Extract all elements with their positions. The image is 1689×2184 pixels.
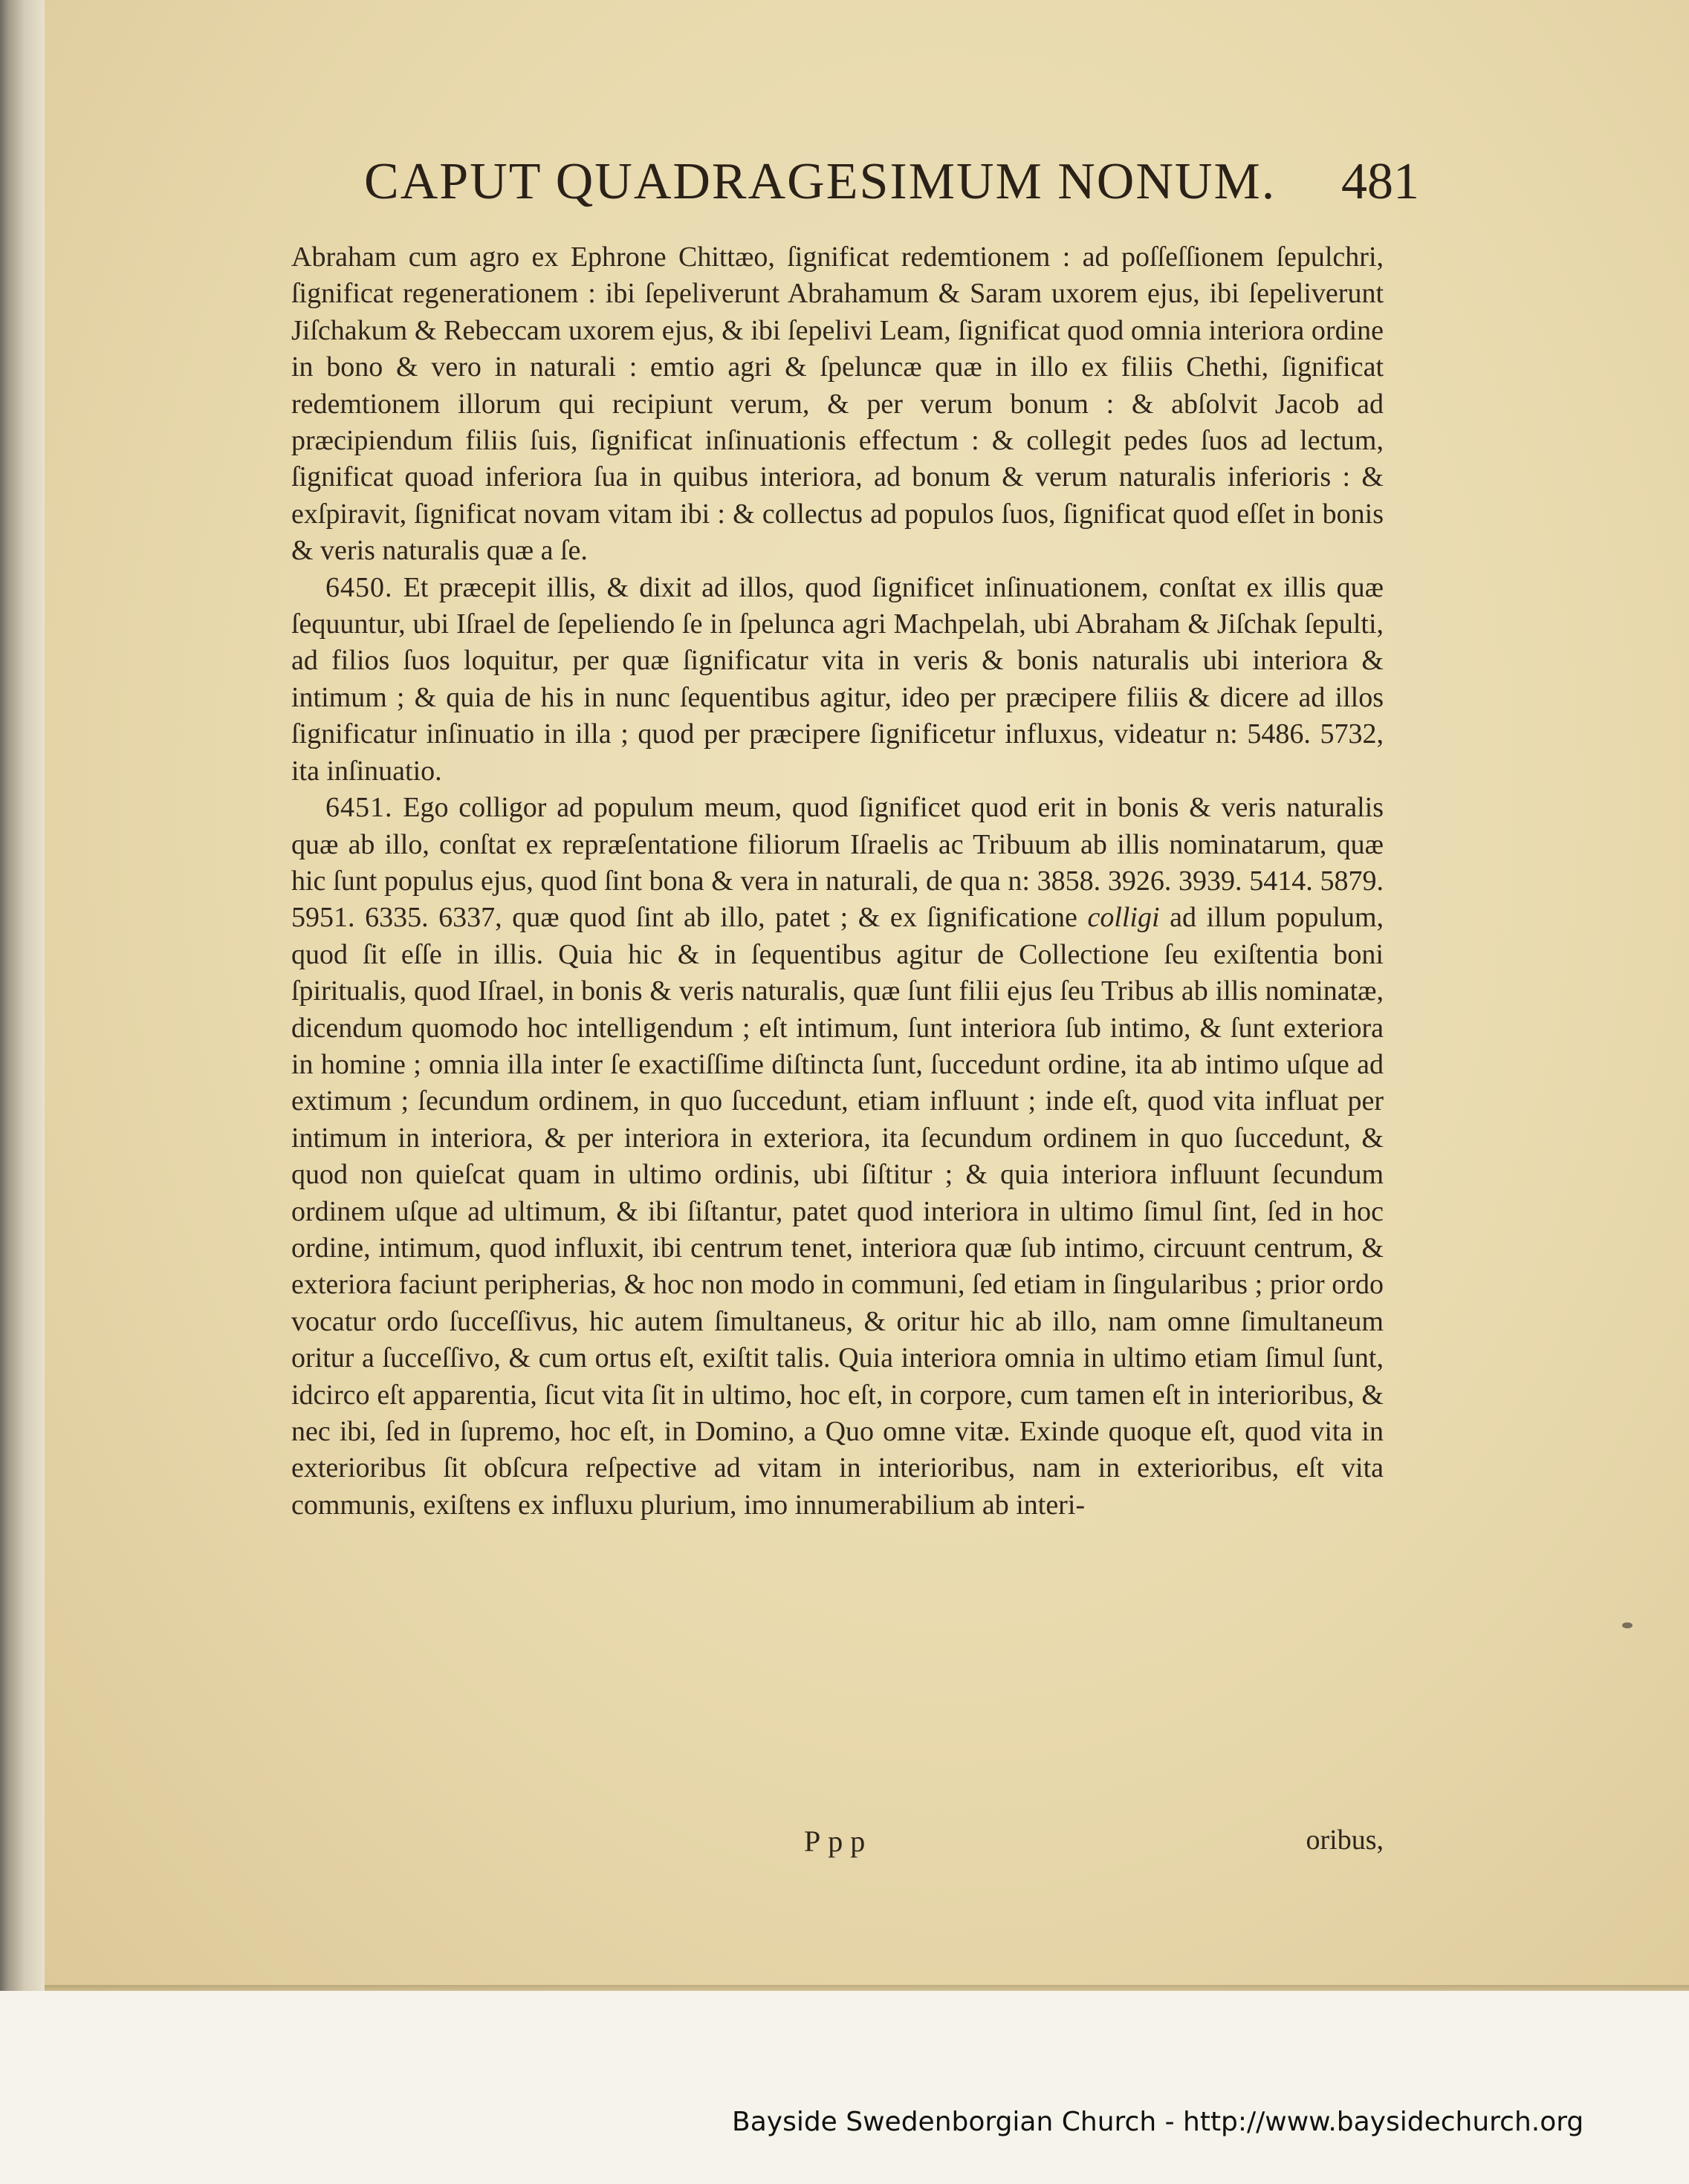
signature-mark: Ppp (804, 1824, 873, 1858)
paragraph-continuation (291, 239, 1384, 570)
paragraph-6451 (291, 790, 1384, 1524)
catchword: oribus, (1306, 1824, 1384, 1856)
watermark-text: Bayside Swedenborgian Church - http://www.baysidechurch.org (732, 2107, 1584, 2137)
scan-background (0, 1991, 1689, 2184)
paragraph-6450 (291, 570, 1384, 790)
paragraph-number: 6450. (325, 571, 393, 603)
paragraph-number: 6451. (325, 792, 393, 824)
page-header (364, 152, 1419, 219)
paper-speck (1622, 1622, 1633, 1628)
page-footer (291, 1824, 1384, 1868)
page-number: 481 (1341, 153, 1419, 210)
italic-term: colligi (1087, 902, 1160, 934)
book-gutter-edge (0, 0, 45, 2184)
paragraph-text: Ego colligor ad populum meum, quod ſignificet quod erit in bonis & veris naturalis quæ ab illo, conſtat ex repræſentatione filiorum Iſraelis ac Tribuum ab illis nominatarum, quæ hic ſunt populus ejus, quod ſint bona & vera in naturali, de qua n: 3858. 3926. 3939. 5414. 5879. 5951. 6335. 6337, quæ quod ſint ab illo, patet ; & ex ſignificatione (291, 792, 1384, 934)
paragraph-text: Et præcepit illis, & dixit ad illos, quod ſignificet inſinuationem, conſtat ex illis quæ ſequuntur, ubi Iſrael de ſepeliendo ſe in ſpelunca agri Machpelah, ubi Abraham & Jiſchak ſepulti, ad filios ſuos loquitur, per quæ ſignificatur vita in veris & bonis naturalis ubi interiora & intimum ; & quia de his in nunc ſequentibus agitur, ideo per præcipere filiis & dicere ad illos ſignificatur inſinuatio in illa ; quod per præcipere ſignificetur influxus, videatur n: 5486. 5732, ita inſinuatio. (291, 571, 1384, 787)
paragraph-text-continued: ad illum populum, quod ſit eſſe in illis. Quia hic & in ſequentibus agitur de Collectione ſeu exiſtentia boni ſpiritualis, quod Iſrael, in bonis & veris naturalis, quæ ſunt filii ejus ſeu Tribus ab illis nominatæ, dicendum quomodo hoc intelligendum ; eſt intimum, ſunt interiora ſub intimo, & ſunt exteriora in homine ; omnia illa inter ſe exactiſſime diſtincta ſunt, ſuccedunt ordine, ita ab intimo uſque ad extimum ; ſecundum ordinem, in quo ſuccedunt, etiam influunt ; inde eſt, quod vita influat per intimum in interiora, & per interiora in exteriora, ita ſecundum ordinem in quo ſuccedunt, & quod non quieſcat quam in ultimo ordinis, ubi ſiſtitur ; & quia interiora influunt ſecundum ordinem uſque ad ultimum, & ibi ſiſtantur, patet quod interiora in ultimo ſimul ſint, ſed in hoc ordine, intimum, quod influxit, ibi centrum tenet, interiora quæ ſub intimo, circuunt centrum, & exteriora faciunt peripherias, & hoc non modo in communi, ſed etiam in ſingularibus ; prior ordo vocatur ordo ſucceſſivus, hic autem ſimultaneus, & oritur hic ab illo, nam omne ſimultaneum oritur a ſucceſſivo, & cum ortus eſt, exiſtit talis. Quia interiora omnia in ultimo etiam ſimul ſunt, idcirco eſt apparentia, ſicut vita ſit in ultimo, hoc eſt, in corpore, cum tamen eſt in interioribus, & nec ibi, ſed in ſupremo, hoc eſt, in Domino, a Quo omne vitæ. Exinde quoque eſt, quod vita in exterioribus ſit obſcura reſpective ad vitam in interioribus, nam in exterioribus, eſt vita communis, exiſtens ex influxu plurium, imo innumerabilium ab interi- (291, 902, 1384, 1521)
paragraph-text: Abraham cum agro ex Ephrone Chittæo, ſignificat redemtionem : ad poſſeſſionem ſepulchri, ſignificat regenerationem : ibi ſepeliverunt Abrahamum & Saram uxorem ejus, ibi ſepeliverunt Jiſchakum & Rebeccam uxorem ejus, & ibi ſepelivi Leam, ſignificat quod omnia interiora ordine in bono & vero in naturali : emtio agri & ſpeluncæ quæ in illo ex filiis Chethi, ſignificat redemtionem illorum qui recipiunt verum, & per verum bonum : & abſolvit Jacob ad præcipiendum filiis ſuis, ſignificat inſinuationis effectum : & collegit pedes ſuos ad lectum, ſignificat quoad inferiora ſua in quibus interiora, ad bonum & verum naturalis inferioris : & exſpiravit, ſignificat novam vitam ibi : & collectus ad populos ſuos, ſignificat quod eſſet in bonis & veris naturalis quæ a ſe. (291, 241, 1384, 567)
running-title: CAPUT QUADRAGESIMUM NONUM. (364, 153, 1277, 210)
page-body (291, 239, 1384, 1524)
